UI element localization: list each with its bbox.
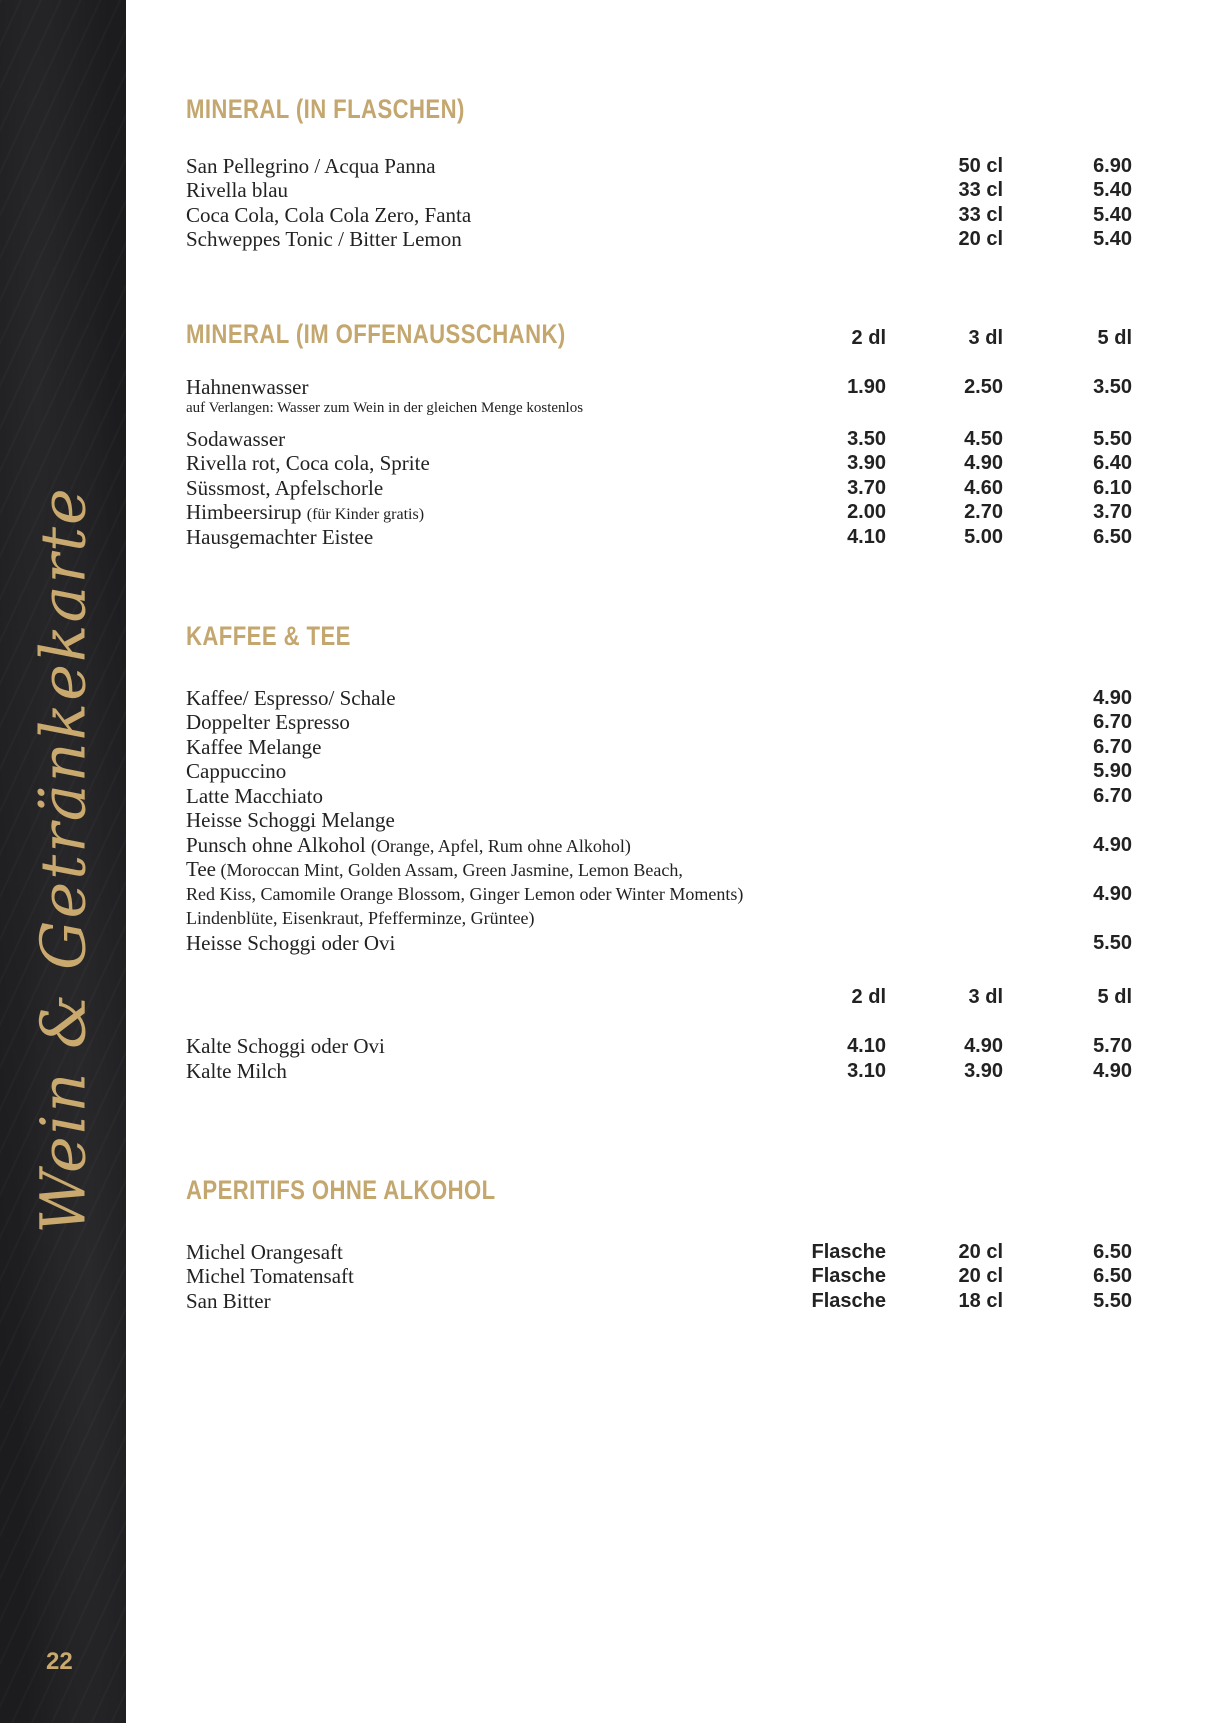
item-price: 6.50 [1093,1265,1132,1287]
item-price: 4.90 [1093,883,1132,905]
item-price: 6.70 [1093,711,1132,733]
item-price-2dl: 2.00 [847,501,886,523]
item-name: Kaffee/ Espresso/ Schale [186,686,396,710]
item-price-3dl: 2.70 [964,501,1003,523]
menu-row [186,154,1132,178]
menu-row [186,1059,1132,1083]
item-price-3dl: 2.50 [964,376,1003,398]
menu-row [186,759,1132,783]
column-headers [186,326,1132,350]
item-price-2dl: 4.10 [847,526,886,548]
menu-row [186,1240,1132,1264]
item-price: 5.40 [1093,228,1132,250]
tee-price-row [186,882,1132,906]
item-name: Rivella blau [186,178,289,202]
item-price-3dl: 3.90 [964,1060,1003,1082]
item-price: 4.90 [1093,687,1132,709]
item-name: Kalte Milch [186,1059,287,1083]
item-name-text: Punsch ohne Alkohol [186,833,366,857]
item-price-3dl: 4.50 [964,428,1003,450]
section-title-mineral-offen: MINERAL (IM OFFENAUSSCHANK) [186,319,566,349]
item-name-text: Himbeersirup [186,500,302,524]
item-size: 50 cl [958,155,1003,177]
item-price: 5.50 [1093,932,1132,954]
tee-name: Tee [186,857,217,881]
item-price-2dl: 4.10 [847,1035,886,1057]
item-name: Michel Orangesaft [186,1240,343,1264]
item-price-5dl: 6.40 [1093,452,1132,474]
item-name: Süssmost, Apfelschorle [186,476,384,500]
section-title-aperitifs: APERITIFS OHNE ALKOHOL [186,1175,496,1205]
menu-row [186,375,1132,399]
item-name: Kalte Schoggi oder Ovi [186,1034,385,1058]
column-header: 2 dl [851,327,886,349]
item-suffix: (Orange, Apfel, Rum ohne Alkohol) [370,836,631,856]
menu-row [186,203,1132,227]
item-price: 4.90 [1093,834,1132,856]
sidebar-title: Wein & Getränkekarte [26,486,100,1234]
item-price-5dl: 6.50 [1093,526,1132,548]
item-name: Heisse Schoggi Melange [186,808,395,832]
item-size: 20 cl [958,228,1003,250]
menu-row [186,227,1132,251]
item-price-5dl: 5.50 [1093,428,1132,450]
menu-row [186,686,1132,710]
column-headers [186,985,1132,1009]
item-price: 6.90 [1093,155,1132,177]
item-price-5dl: 6.10 [1093,477,1132,499]
item-price-5dl: 3.70 [1093,501,1132,523]
item-price: 6.70 [1093,736,1132,758]
item-unit: Flasche [811,1265,886,1287]
menu-row [186,500,1132,524]
item-name: Michel Tomatensaft [186,1264,354,1288]
item-name: Sodawasser [186,427,286,451]
item-name: Cappuccino [186,759,287,783]
item-price-2dl: 3.10 [847,1060,886,1082]
item-price: 5.40 [1093,204,1132,226]
menu-row [186,710,1132,734]
item-name: Heisse Schoggi oder Ovi [186,931,396,955]
item-price-5dl: 5.70 [1093,1035,1132,1057]
item-name: Coca Cola, Cola Cola Zero, Fanta [186,203,472,227]
item-name: Kaffee Melange [186,735,322,759]
item-name: Hahnenwasser [186,375,309,399]
item-price-3dl: 4.60 [964,477,1003,499]
section-title-mineral-flaschen: MINERAL (IN FLASCHEN) [186,94,465,124]
item-price-2dl: 3.90 [847,452,886,474]
item-name: San Pellegrino / Acqua Panna [186,154,436,178]
item-name: Doppelter Espresso [186,710,350,734]
menu-row [186,451,1132,475]
item-size: 33 cl [958,204,1003,226]
item-suffix: (für Kinder gratis) [306,506,425,523]
tee-line-1 [186,857,683,882]
item-name [186,833,631,858]
menu-row [186,784,1132,808]
item-name: Schweppes Tonic / Bitter Lemon [186,227,462,251]
menu-row [186,525,1132,549]
item-price: 5.50 [1093,1290,1132,1312]
page-number: 22 [46,1648,73,1675]
item-name: Hausgemachter Eistee [186,525,374,549]
menu-row [186,178,1132,202]
menu-row [186,833,1132,857]
item-price-5dl: 4.90 [1093,1060,1132,1082]
item-name [186,500,424,527]
menu-row [186,427,1132,451]
item-size: 18 cl [958,1290,1003,1312]
item-price-3dl: 4.90 [964,452,1003,474]
menu-row [186,931,1132,955]
item-name: Rivella rot, Coca cola, Sprite [186,451,430,475]
item-price-3dl: 5.00 [964,526,1003,548]
menu-row [186,735,1132,759]
column-header: 2 dl [851,986,886,1008]
item-name: Latte Macchiato [186,784,324,808]
item-unit: Flasche [811,1290,886,1312]
item-price: 5.90 [1093,760,1132,782]
tee-line-2: Red Kiss, Camomile Orange Blossom, Ginger Lemon oder Winter Moments) [186,884,744,904]
column-header: 5 dl [1097,327,1132,349]
item-price-2dl: 3.50 [847,428,886,450]
item-size: 20 cl [958,1241,1003,1263]
item-price-2dl: 3.70 [847,477,886,499]
section-title-kaffee: KAFFEE & TEE [186,621,351,651]
item-note: auf Verlangen: Wasser zum Wein in der gleichen Menge kostenlos [186,400,584,416]
menu-row [186,1034,1132,1058]
item-size: 33 cl [958,179,1003,201]
column-header: 3 dl [968,986,1003,1008]
tee-desc-1: (Moroccan Mint, Golden Assam, Green Jasmine, Lemon Beach, [220,860,683,880]
item-price: 5.40 [1093,179,1132,201]
sidebar [0,0,126,1723]
tee-line-3: Lindenblüte, Eisenkraut, Pfefferminze, Grüntee) [186,908,535,928]
item-price-5dl: 3.50 [1093,376,1132,398]
column-header: 3 dl [968,327,1003,349]
item-name: San Bitter [186,1289,271,1313]
item-size: 20 cl [958,1265,1003,1287]
item-unit: Flasche [811,1241,886,1263]
menu-row [186,476,1132,500]
item-price: 6.70 [1093,785,1132,807]
column-header: 5 dl [1097,986,1132,1008]
menu-row [186,1289,1132,1313]
item-price-3dl: 4.90 [964,1035,1003,1057]
item-price-2dl: 1.90 [847,376,886,398]
menu-row [186,808,1066,832]
item-price: 6.50 [1093,1241,1132,1263]
menu-row [186,1264,1132,1288]
